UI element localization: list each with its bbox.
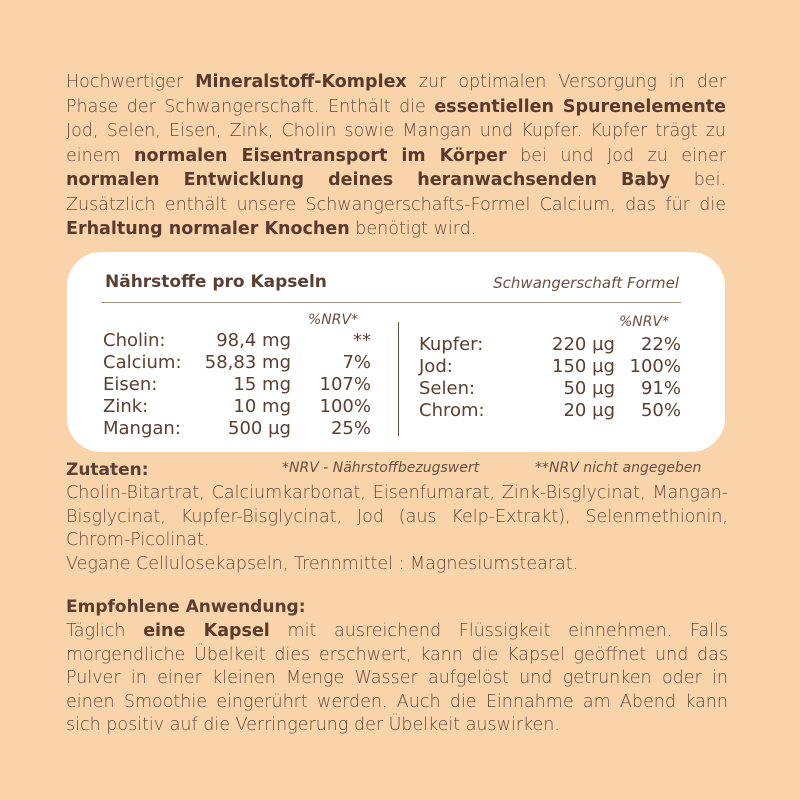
nutrient-amount: 15 mg [233, 374, 291, 395]
nutrient-nrv: 100% [319, 396, 371, 417]
desc-text: bei und Jod zu einer [506, 145, 726, 166]
nutrient-name: Mangan: [103, 418, 181, 439]
usage-highlight: eine Kapsel [143, 621, 270, 641]
desc-text: Hochwertiger [66, 72, 196, 92]
desc-text: benötigt wird. [349, 219, 477, 239]
usage-title: Empfohlene Anwendung: [66, 597, 306, 617]
desc-highlight: normalen Eisentransport im Körper [134, 145, 507, 166]
desc-text: zur optimalen Versorgung in der Phase der Schwangerschaft. Enthält die [66, 72, 727, 117]
nutrient-amount: 220 µg [552, 334, 615, 355]
nutrient-row [419, 356, 681, 378]
card-divider-line [101, 302, 681, 303]
card-title: Nährstoffe pro Kapseln [105, 272, 327, 292]
desc-highlight: essentiellen Spurenelemente [434, 96, 726, 117]
desc-text: bei. Zusätzlich enthält unsere Schwangerschafts-Formel Calcium, das für die [66, 170, 726, 215]
desc-text: Jod, Selen, Eisen, Zink, Cholin sowie Mangan und Kupfer. Kupfer trägt zu einem [66, 121, 726, 166]
nutrient-name: Kupfer: [419, 334, 484, 355]
nutrient-name: Chrom: [419, 400, 485, 421]
nutrient-amount: 58,83 mg [204, 352, 291, 373]
desc-highlight: Mineralstoff-Komplex [195, 72, 407, 92]
nutrient-name: Calcium: [103, 352, 182, 373]
usage-text [66, 620, 728, 738]
nutrient-row [103, 352, 371, 374]
card-subtitle: Schwangerschaft Formel [493, 274, 679, 292]
usage-text-part: mit ausreichend Flüssigkeit einnehmen. Falls morgendliche Übelkeit dies erschwert, kann die Kapsel geöffnet und das Pulver in einer kleinen Menge Wasser aufgelöst und getrunken oder in einen Smoothie eingerührt werden. Auch die Einnahme am Abend kann sich positiv auf die Verringerung der Übelkeit auswirken. [66, 621, 728, 735]
usage-text-part: Täglich [66, 621, 144, 641]
column-divider [398, 322, 399, 436]
nutrient-nrv: 100% [629, 356, 681, 377]
ingredients-list [66, 482, 728, 576]
nutrient-nrv: 107% [319, 374, 371, 395]
nutrient-row [419, 334, 681, 356]
product-description [66, 70, 726, 242]
nutrient-row [103, 418, 371, 440]
nutrient-amount: 150 µg [552, 356, 615, 377]
ingredients-title: Zutaten: [66, 460, 149, 480]
ingredients-text: Cholin-Bitartrat, Calciumkarbonat, Eisenfumarat, Zink-Bisglycinat, Mangan-Bisglycinat, Kupfer-Bisglycinat, Jod (aus Kelp-Extrakt), Selenmethionin, Chrom-Picolinat. [66, 483, 728, 550]
nutrient-amount: 98,4 mg [216, 330, 291, 351]
nutrient-row [103, 330, 371, 352]
nutrient-name: Selen: [419, 378, 476, 399]
nutrient-amount: 500 µg [228, 418, 291, 439]
nrv-footnote: *NRV - Nährstoffbezugswert [282, 460, 480, 476]
nutrient-name: Jod: [419, 356, 453, 377]
nutrient-card [67, 252, 725, 452]
desc-highlight: Erhaltung normaler Knochen [66, 219, 350, 239]
nutrient-nrv: 25% [330, 418, 371, 439]
nutrient-nrv: ** [353, 330, 371, 351]
nutrient-nrv: 91% [640, 378, 681, 399]
nutrient-nrv: 7% [342, 352, 371, 373]
nutrient-nrv: 50% [640, 400, 681, 421]
nutrient-amount: 20 µg [563, 400, 615, 421]
nutrient-nrv: 22% [640, 334, 681, 355]
nrv-header-left: %NRV* [308, 312, 359, 328]
nutrient-amount: 10 mg [233, 396, 291, 417]
nutrient-name: Zink: [103, 396, 149, 417]
nutrient-row [419, 400, 681, 422]
nrv-header-right: %NRV* [619, 314, 670, 330]
nutrient-row [103, 374, 371, 396]
nutrient-amount: 50 µg [563, 378, 615, 399]
nutrient-name: Cholin: [103, 330, 166, 351]
nutrient-row [419, 378, 681, 400]
desc-highlight: normalen Entwicklung deines heranwachsenden Baby [66, 170, 671, 190]
capsule-text: Vegane Cellulosekapseln, Trennmittel : Magnesiumstearat. [66, 553, 579, 574]
nutrient-row [103, 396, 371, 418]
nutrient-name: Eisen: [103, 374, 158, 395]
nrv-not-specified-footnote: **NRV nicht angegeben [535, 460, 702, 476]
